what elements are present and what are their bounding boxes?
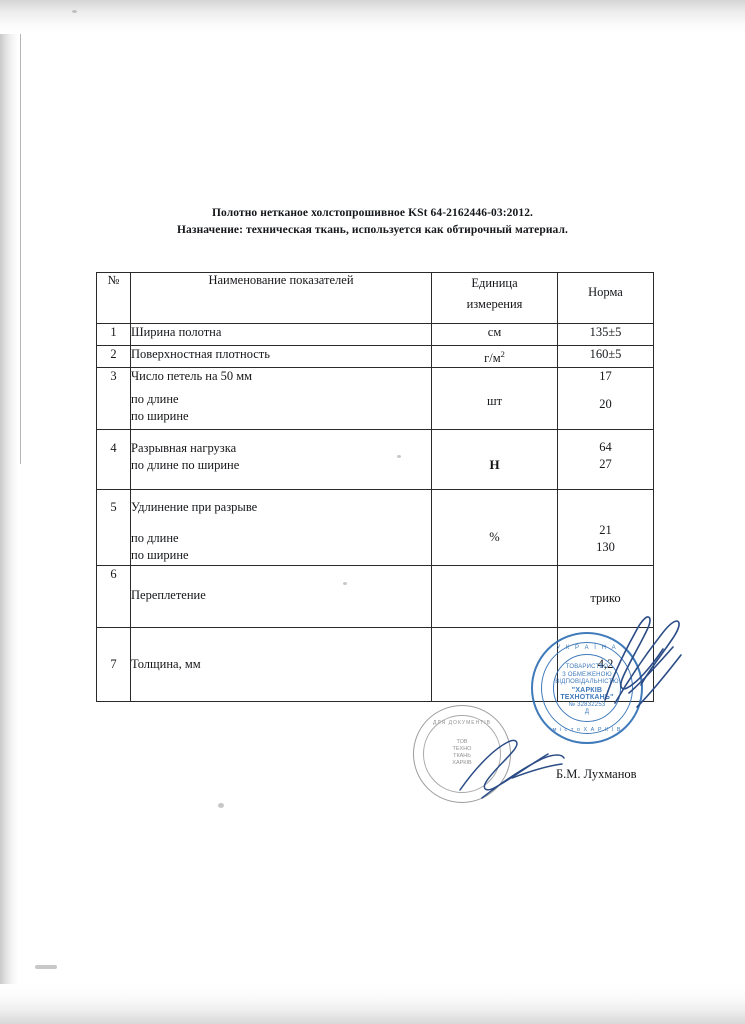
scan-speck bbox=[35, 965, 57, 969]
row-name-line-2: по длине bbox=[131, 531, 179, 546]
stamp-blue-line-1: ТОВАРИСТВО bbox=[565, 664, 609, 670]
row-name-line-3: по ширине bbox=[131, 548, 189, 563]
row-number: 2 bbox=[97, 346, 131, 368]
row-unit bbox=[432, 490, 558, 566]
row-number: 1 bbox=[97, 324, 131, 346]
heading-line-1: Полотно нетканое холстопрошивное KSt 64-2162446-03:2012. bbox=[211, 207, 534, 219]
header-cell-name: Наименование показателей bbox=[131, 273, 432, 324]
row-name bbox=[131, 430, 432, 490]
row-unit bbox=[432, 324, 558, 346]
row-number bbox=[97, 430, 131, 490]
row-norm-text: трико bbox=[590, 591, 621, 606]
stamp-gray-center bbox=[414, 739, 510, 767]
row-name-line-1: Удлинение при разрыве bbox=[131, 500, 258, 515]
scan-speck bbox=[72, 10, 77, 13]
row-norm-text: 4,2 bbox=[597, 657, 614, 672]
stamp-blue-company bbox=[531, 632, 643, 744]
row-norm-line-1: 64 bbox=[599, 440, 612, 455]
document-heading bbox=[0, 205, 745, 239]
row-norm-line-2: 130 bbox=[596, 540, 615, 555]
stamp-blue-center bbox=[533, 664, 641, 717]
stamp-gray-line-1: ХАРКІВ bbox=[452, 760, 472, 766]
stamp-gray-documents bbox=[413, 705, 511, 803]
stamp-blue-line-2: З ОБМЕЖЕНОЮ bbox=[562, 671, 612, 678]
row-name: Поверхностная плотность bbox=[131, 346, 432, 368]
row-norm bbox=[558, 430, 654, 490]
table-row bbox=[97, 490, 654, 566]
header-norm-label: Норма bbox=[588, 285, 623, 299]
row-norm: 135±5 bbox=[558, 324, 654, 346]
row-norm-line-1: 17 bbox=[599, 369, 612, 384]
scan-edge-left bbox=[0, 0, 18, 1024]
scan-edge-top bbox=[0, 0, 745, 34]
stamp-blue-line-6: № 32832253 bbox=[568, 701, 606, 708]
table-header-row bbox=[97, 273, 654, 324]
stamp-blue-line-3: ВІДПОВІДАЛЬНІСТЮ bbox=[555, 679, 619, 685]
scan-edge-bottom bbox=[0, 984, 745, 1024]
table-row bbox=[97, 368, 654, 430]
row-unit-text: Н bbox=[489, 457, 500, 473]
row-name-line-1: Разрывная нагрузка bbox=[131, 441, 237, 456]
scan-artifact-line bbox=[20, 34, 21, 464]
stamp-blue-line-5: ТЕХНОТКАНЬ" bbox=[560, 694, 614, 701]
row-norm-line-2: 20 bbox=[599, 397, 612, 412]
row-norm bbox=[558, 566, 654, 628]
row-name: Ширина полотна bbox=[131, 324, 432, 346]
stamp-gray-top-arc: ДЛЯ ДОКУМЕНТІВ bbox=[433, 720, 491, 726]
row-unit-text: шт bbox=[486, 394, 503, 409]
row-name bbox=[131, 490, 432, 566]
row-name-line-2: по длине bbox=[131, 392, 179, 407]
header-unit-line-1: Единица bbox=[471, 276, 518, 290]
row-name-line-3: по ширине bbox=[131, 409, 189, 424]
row-unit-text: см bbox=[487, 325, 502, 339]
row-number: 3 bbox=[97, 368, 131, 430]
row-unit bbox=[432, 430, 558, 490]
signature-name: Б.М. Лухманов bbox=[556, 767, 637, 781]
stamp-blue-line-4: "ХАРКІВ bbox=[571, 686, 603, 694]
row-name bbox=[131, 628, 432, 702]
row-name-line-1: Толщина, мм bbox=[131, 657, 201, 672]
row-name-line-1: Число петель на 50 мм bbox=[131, 369, 253, 384]
row-number-text: 6 bbox=[110, 567, 117, 582]
table-row bbox=[97, 566, 654, 628]
stamp-blue-line-7: Д bbox=[584, 709, 590, 715]
table-row bbox=[97, 346, 654, 368]
row-unit bbox=[432, 368, 558, 430]
scan-speck bbox=[218, 803, 224, 808]
row-name bbox=[131, 566, 432, 628]
stamp-gray-line-3: ТЕХНО bbox=[452, 746, 472, 752]
row-norm-line-1: 21 bbox=[599, 523, 612, 538]
table-row bbox=[97, 324, 654, 346]
row-norm-line-2: 27 bbox=[599, 457, 612, 472]
row-number-text: 4 bbox=[110, 441, 117, 456]
row-unit-text: г/м bbox=[484, 351, 501, 366]
row-number bbox=[97, 566, 131, 628]
row-number-text: 5 bbox=[110, 500, 117, 515]
row-number-text: 7 bbox=[110, 657, 117, 672]
stamp-gray-line-2: ТОВ bbox=[456, 739, 468, 745]
row-name-line-2: по длине по ширине bbox=[131, 458, 240, 473]
row-norm bbox=[558, 368, 654, 430]
row-unit-text: % bbox=[489, 530, 500, 545]
row-norm bbox=[558, 490, 654, 566]
header-cell-number: № bbox=[97, 273, 131, 324]
row-unit-superscript: 2 bbox=[500, 349, 505, 359]
header-cell-unit bbox=[432, 273, 558, 324]
row-name bbox=[131, 368, 432, 430]
stamp-blue-top-arc: У К Р А Ї Н А bbox=[556, 645, 618, 651]
row-unit bbox=[432, 346, 558, 368]
header-cell-norm bbox=[558, 273, 654, 324]
row-number bbox=[97, 490, 131, 566]
row-number bbox=[97, 628, 131, 702]
table-row bbox=[97, 430, 654, 490]
row-norm: 160±5 bbox=[558, 346, 654, 368]
row-name-line-1: Переплетение bbox=[131, 588, 206, 603]
header-unit-line-2: измерения bbox=[466, 297, 523, 311]
stamp-gray-line-4: ТКАНЬ bbox=[453, 753, 471, 759]
row-unit bbox=[432, 566, 558, 628]
heading-line-2: Назначение: техническая ткань, используется как обтирочный материал. bbox=[176, 224, 569, 236]
stamp-blue-bottom-arc: м і с т о Х А Р К І В bbox=[552, 727, 622, 733]
